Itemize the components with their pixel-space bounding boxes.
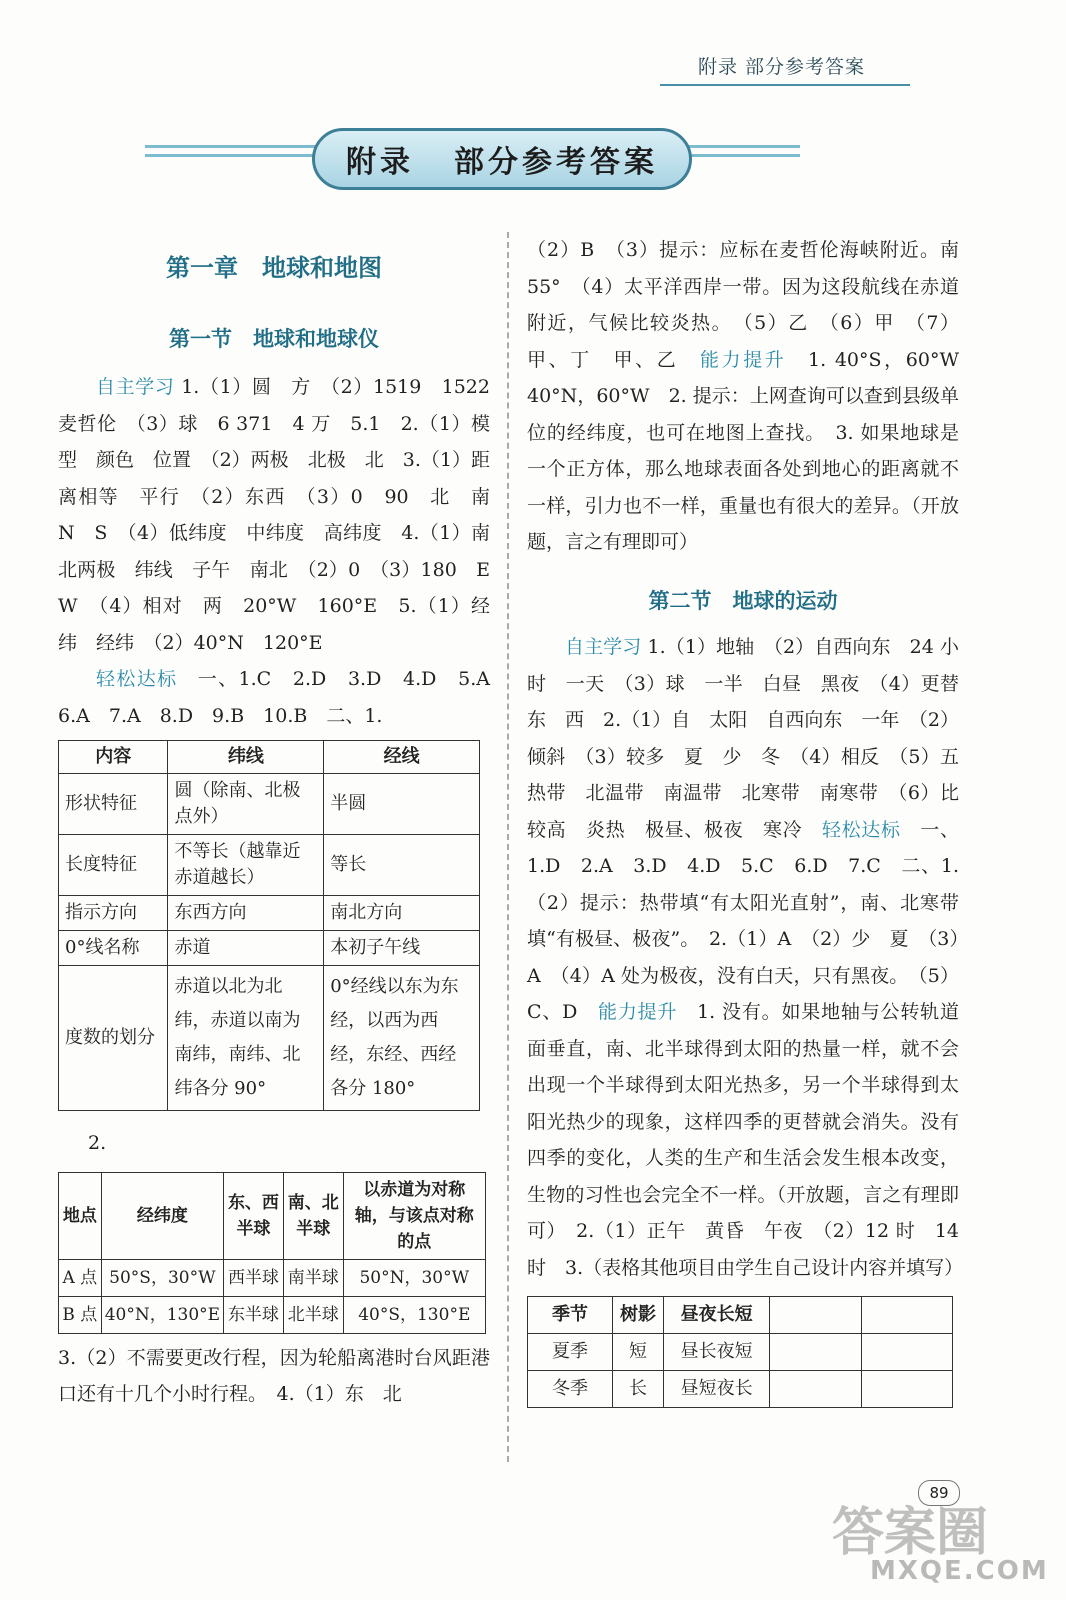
latitude-longitude-table — [58, 740, 480, 1111]
table-cell: 赤道 — [168, 931, 324, 966]
table-header: 树影 — [613, 1297, 664, 1334]
answer-text: 1. 40°S，60°W 40°N，60°W 2. 提示：上网查询可以查到县级单位的经纬度，也可在地图上查找。 3. 如果地球是一个正方体，那么地球表面各处到地心的距离就不一样，引力也不一样，重量也有很大的差异。（开放题，言之有理即可） — [527, 348, 978, 553]
appendix-banner — [312, 128, 692, 190]
table-header: 以赤道为对称轴，与该点对称的点 — [343, 1172, 485, 1259]
table-cell: 0°经线以东为东经，以西为西经，东经、西经各分 180° — [324, 966, 480, 1111]
table-cell: 长度特征 — [59, 835, 168, 896]
tag-label: 轻松达标 — [821, 818, 901, 841]
table-cell: 本初子午线 — [324, 931, 480, 966]
table-cell: 0°线名称 — [59, 931, 168, 966]
table-header: 季节 — [528, 1297, 613, 1334]
right-column — [527, 232, 979, 1408]
table-header: 经线 — [324, 741, 480, 774]
table-cell: 冬季 — [528, 1371, 613, 1408]
banner-left: 附录 — [346, 145, 414, 180]
column-divider — [507, 232, 509, 1462]
table-cell: 南半球 — [283, 1259, 343, 1296]
table-header: 昼夜长短 — [664, 1297, 770, 1334]
section-title-2: 第二节 地球的运动 — [648, 588, 838, 613]
table-cell: 半圆 — [324, 774, 480, 835]
left-column — [58, 250, 510, 1413]
table-cell: 50°S，30°W — [101, 1259, 223, 1296]
table-cell: 昼长夜短 — [664, 1334, 770, 1371]
paragraph — [58, 369, 510, 661]
watermark-logo: 答案圈 — [832, 1503, 989, 1563]
table-header: 经纬度 — [101, 1172, 223, 1259]
table-header: 东、西半球 — [224, 1172, 284, 1259]
table-cell: B 点 — [59, 1296, 102, 1333]
table-cell: 度数的划分 — [59, 966, 168, 1111]
table-cell — [861, 1371, 952, 1408]
table-row — [59, 1296, 486, 1333]
tag-label: 轻松达标 — [96, 668, 178, 690]
season-table — [527, 1296, 953, 1408]
watermark-url: MXQE.COM — [870, 1556, 1049, 1586]
answer-text: 1. 没有。如果地轴与公转轨道面垂直，南、北半球得到太阳的热量一样，就不会出现一个半球得到太阳光热多，另一个半球得到太阳光热少的现象，这样四季的更替就会消失。没有四季的变化，人类的生产和生活会发生根本改变，生物的习性也会完全不一样。（开放题，言之有理即可） 2.（1）正午 黄昏 午夜 （2）12 时 14 时 3.（表格其他项目由学生自己设计内容并填写） — [527, 1001, 964, 1279]
section-title-1: 第一节 地球和地球仪 — [169, 326, 379, 351]
table-header: 地点 — [59, 1172, 102, 1259]
table-cell — [770, 1371, 861, 1408]
table-row — [59, 966, 480, 1111]
table-row — [528, 1371, 953, 1408]
table-row — [59, 896, 480, 931]
paragraph — [527, 629, 979, 1286]
table-header — [861, 1297, 952, 1334]
answer-text: 一、1.C 2.D 3.D 4.D 5.A 6.A 7.A 8.D 9.B 10.B 二、1. — [58, 668, 509, 727]
table-cell: 长 — [613, 1371, 664, 1408]
table-cell: 短 — [613, 1334, 664, 1371]
table-cell — [770, 1334, 861, 1371]
paragraph — [58, 661, 509, 734]
chapter-title: 第一章 地球和地图 — [166, 254, 382, 282]
table-header: 南、北半球 — [283, 1172, 343, 1259]
tag-label: 能力提升 — [598, 1001, 678, 1023]
banner-right: 部分参考答案 — [454, 145, 658, 180]
table-row — [59, 835, 480, 896]
table-cell: 40°N，130°E — [101, 1296, 223, 1333]
tag-label: 能力提升 — [699, 348, 787, 371]
table-header: 内容 — [59, 741, 168, 774]
answer-text: （2）B （3）提示：应标在麦哲伦海峡附近。南 55° （4）太平洋西岸一带。因为这段航线在赤道附近，气候比较炎热。 （5）乙 （6）甲 （7）甲、丁 甲、乙 — [527, 239, 979, 371]
header-rule — [660, 84, 910, 86]
answer-text: 一、1.D 2.A 3.D 4.D 5.C 6.D 7.C 二、1.（2）提示：热带填“有太阳光直射”，南、北寒带填“有极昼、极夜”。 2.（1）A （2）少 夏 （3）A （4）A 处为极夜，没有白天，只有黑夜。 （5）C、D — [527, 818, 959, 1023]
table-cell: 50°N，30°W — [343, 1259, 485, 1296]
answer-text: 1.（1）圆 方 （2）1519 1522 麦哲伦 （3）球 6 371 4 万 5.1 2.（1）模型 颜色 位置 （2）两极 北极 北 3.（1）距离相等 平行 （2）东西 （3）0 90 北 南 N S （4）低纬度 中纬度 高纬度 4.（1）南北两极 纬线 子午 南北 （2）0 （3）180 E W （4）相对 两 20°W 160°E 5.（1）经 纬 经纬 （2）40°N 120°E — [58, 376, 510, 654]
table-cell: 夏季 — [528, 1334, 613, 1371]
table-cell: 南北方向 — [324, 896, 480, 931]
paragraph: 3.（2）不需要更改行程，因为轮船离港时台风距港口还有十几个小时行程。 4.（1）东 北 — [58, 1346, 490, 1405]
table-cell: 指示方向 — [59, 896, 168, 931]
answer-text: 1.（1）地轴 （2）自西向东 24 小时 一天 （3）球 一半 白昼 黑夜 （4）更替 东 西 2.（1）自 太阳 自西向东 一年 （2）倾斜 （3）较多 夏 少 冬 （4）相反 （5）五 热带 北温带 南温带 北寒带 南寒带 （6）比较高 炎热 极昼、极夜 寒冷 — [527, 636, 979, 841]
table-row — [59, 774, 480, 835]
table-cell: 昼短夜长 — [664, 1371, 770, 1408]
table-cell: 等长 — [324, 835, 480, 896]
table-header: 纬线 — [168, 741, 324, 774]
table-cell: 赤道以北为北纬，赤道以南为南纬，南纬、北纬各分 90° — [168, 966, 324, 1111]
location-table — [58, 1172, 486, 1334]
table-cell: 圆（除南、北极点外） — [168, 774, 324, 835]
tag-label: 自主学习 — [565, 636, 642, 658]
table-header — [770, 1297, 861, 1334]
running-header: 附录 部分参考答案 — [698, 56, 866, 78]
table-cell: 西半球 — [224, 1259, 284, 1296]
table-cell: 东半球 — [224, 1296, 284, 1333]
table-row — [59, 931, 480, 966]
table-cell: 40°S，130°E — [343, 1296, 485, 1333]
table-cell: 东西方向 — [168, 896, 324, 931]
table-cell: A 点 — [59, 1259, 102, 1296]
table-cell: 不等长（越靠近赤道越长） — [168, 835, 324, 896]
table-row — [528, 1334, 953, 1371]
item-label: 2. — [88, 1132, 107, 1154]
table-row — [59, 1259, 486, 1296]
page-number: 89 — [918, 1480, 960, 1506]
table-cell — [861, 1334, 952, 1371]
table-cell: 北半球 — [283, 1296, 343, 1333]
tag-label: 自主学习 — [96, 376, 175, 398]
table-cell: 形状特征 — [59, 774, 168, 835]
paragraph — [527, 232, 979, 561]
